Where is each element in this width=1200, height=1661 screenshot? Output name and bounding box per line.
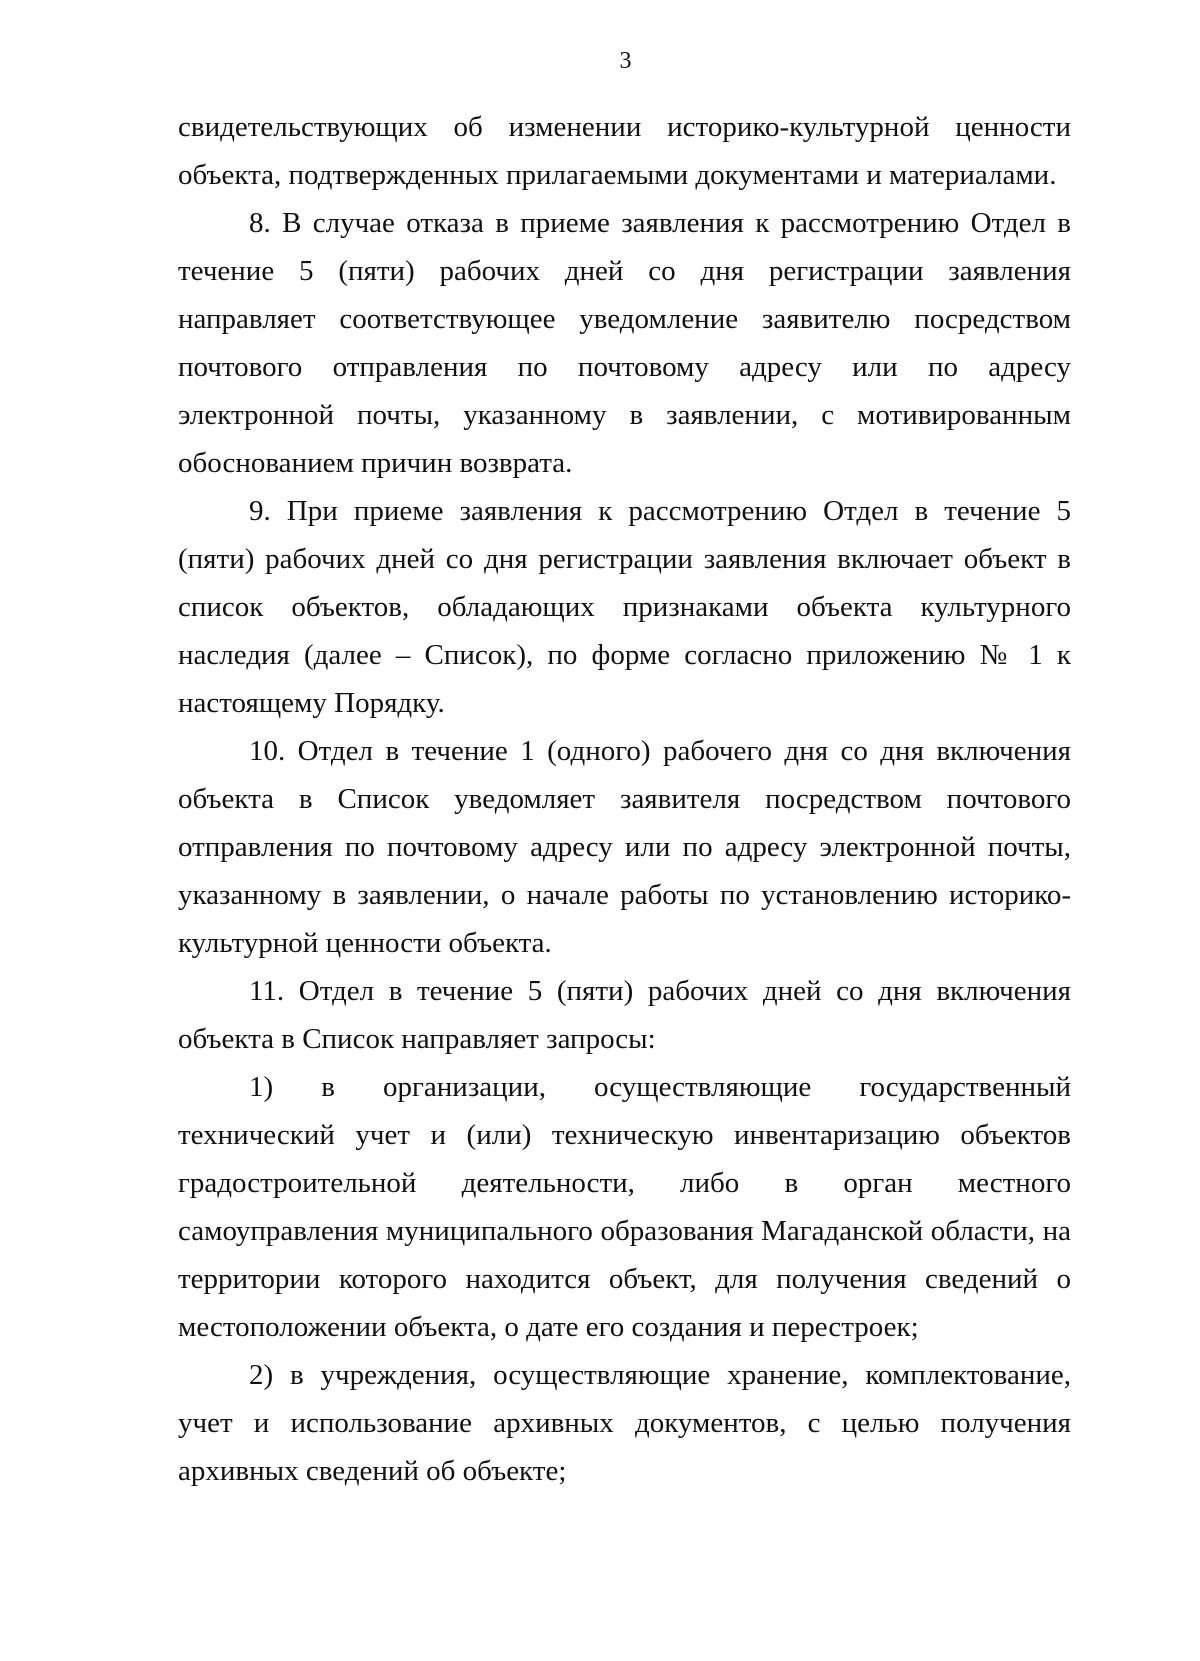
paragraph-item-9: 9. При приеме заявления к рассмотрению Отдел в течение 5 (пяти) рабочих дней со дня регистрации заявления включает объект в список объектов, обладающих признаками объекта культурного наследия (далее – Список), по форме согласно приложению № 1 к настоящему Порядку. [178,495,1071,719]
paragraph-item-11: 11. Отдел в течение 5 (пяти) рабочих дней со дня включения объекта в Список направляет запросы: [178,975,1071,1055]
paragraph-item-11-1: 1) в организации, осуществляющие государственный технический учет и (или) техническую инвентаризацию объектов градостроительной деятельности, либо в орган местного самоуправления муниципального образования Магаданской области, на территории которого находится объект, для получения сведений о местоположении объекта, о дате его создания и перестроек; [178,1071,1071,1343]
paragraph-item-8: 8. В случае отказа в приеме заявления к рассмотрению Отдел в течение 5 (пяти) рабочих дней со дня регистрации заявления направляет соответствующее уведомление заявителю посредством почтового отправления по почтовому адресу или по адресу электронной почты, указанному в заявлении, с мотивированным обоснованием причин возврата. [178,207,1071,479]
page-number: 3 [619,48,632,74]
paragraph-item-11-2: 2) в учреждения, осуществляющие хранение, комплектование, учет и использование архивных документов, с целью получения архивных сведений об объекте; [178,1359,1071,1487]
document-body [178,103,1071,1495]
paragraph-item-10: 10. Отдел в течение 1 (одного) рабочего дня со дня включения объекта в Список уведомляет заявителя посредством почтового отправления по почтовому адресу или по адресу электронной почты, указанному в заявлении, о начале работы по установлению историко-культурной ценности объекта. [178,735,1071,959]
paragraph-continuation: свидетельствующих об изменении историко-культурной ценности объекта, подтвержденных прилагаемыми документами и материалами. [178,111,1071,191]
